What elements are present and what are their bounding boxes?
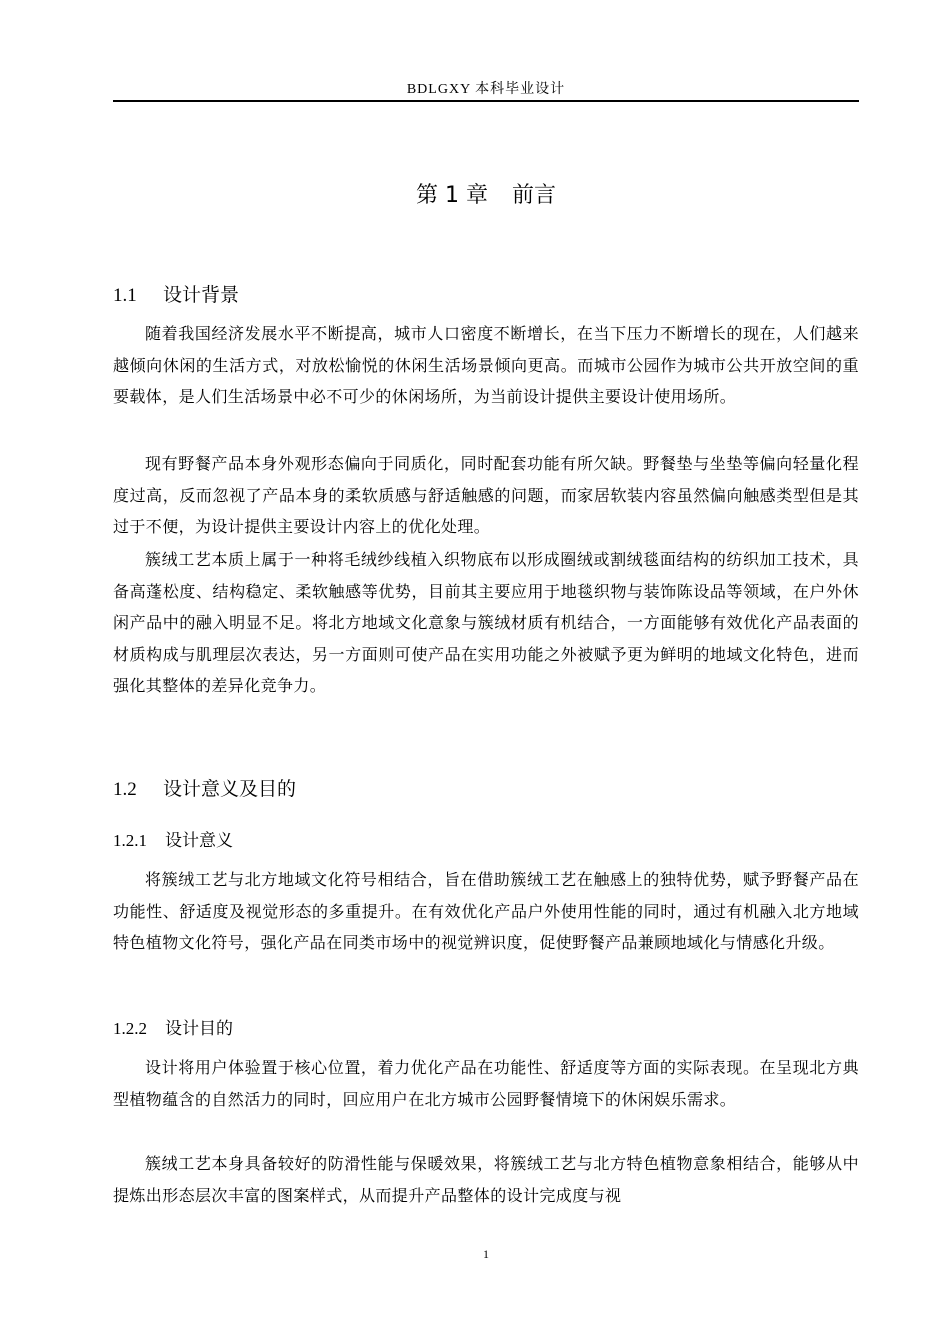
subsection-heading-1-2-2	[113, 1014, 233, 1039]
paragraph: 现有野餐产品本身外观形态偏向于同质化，同时配套功能有所欠缺。野餐垫与坐垫等偏向轻量化程度过高，反而忽视了产品本身的柔软质感与舒适触感的问题，而家居软装内容虽然偏向触感类型但是其过于不便，为设计提供主要设计内容上的优化处理。	[113, 454, 859, 536]
subsection-number: 1.2.2	[113, 1019, 147, 1038]
chapter-number: 第 1 章	[416, 183, 488, 208]
subsection-title: 设计意义	[165, 831, 233, 851]
subsection-number: 1.2.1	[113, 831, 147, 850]
header-divider	[113, 100, 859, 102]
section-title: 设计背景	[163, 284, 240, 306]
chapter-name: 前言	[511, 183, 556, 208]
subsection-heading-1-2-1	[113, 826, 233, 851]
paragraph: 将簇绒工艺与北方地域文化符号相结合，旨在借助簇绒工艺在触感上的独特优势，赋予野餐产品在功能性、舒适度及视觉形态的多重提升。在有效优化产品户外使用性能的同时，通过有机融入北方地域特色植物文化符号，强化产品在同类市场中的视觉辨识度，促使野餐产品兼顾地域化与情感化升级。	[113, 870, 859, 952]
page-number: 1	[483, 1247, 489, 1261]
paragraph: 簇绒工艺本身具备较好的防滑性能与保暖效果，将簇绒工艺与北方特色植物意象相结合，能够从中提炼出形态层次丰富的图案样式，从而提升产品整体的设计完成度与视	[113, 1154, 859, 1205]
paragraph: 设计将用户体验置于核心位置，着力优化产品在功能性、舒适度等方面的实际表现。在呈现北方典型植物蕴含的自然活力的同时，回应用户在北方城市公园野餐情境下的休闲娱乐需求。	[113, 1058, 859, 1109]
section-number: 1.2	[113, 779, 137, 800]
chapter-title	[113, 178, 859, 209]
paragraph: 随着我国经济发展水平不断提高，城市人口密度不断增长，在当下压力不断增长的现在，人们越来越倾向休闲的生活方式，对放松愉悦的休闲生活场景倾向更高。而城市公园作为城市公共开放空间的重要载体，是人们生活场景中必不可少的休闲场所，为当前设计提供主要设计使用场所。	[113, 324, 859, 406]
page-header: BDLGXY 本科毕业设计	[406, 82, 566, 97]
paragraph: 簇绒工艺本质上属于一种将毛绒纱线植入织物底布以形成圈绒或割绒毯面结构的纺织加工技术，具备高蓬松度、结构稳定、柔软触感等优势，目前其主要应用于地毯织物与装饰陈设品等领域，在户外休闲产品中的融入明显不足。将北方地域文化意象与簇绒材质有机结合，一方面能够有效优化产品表面的材质构成与肌理层次表达，另一方面则可使产品在实用功能之外被赋予更为鲜明的地域文化特色，进而强化其整体的差异化竞争力。	[113, 550, 859, 695]
section-number: 1.1	[113, 285, 137, 306]
subsection-title: 设计目的	[165, 1019, 233, 1039]
section-heading-1-2	[113, 774, 296, 801]
section-heading-1-1	[113, 280, 239, 307]
section-title: 设计意义及目的	[163, 778, 297, 800]
